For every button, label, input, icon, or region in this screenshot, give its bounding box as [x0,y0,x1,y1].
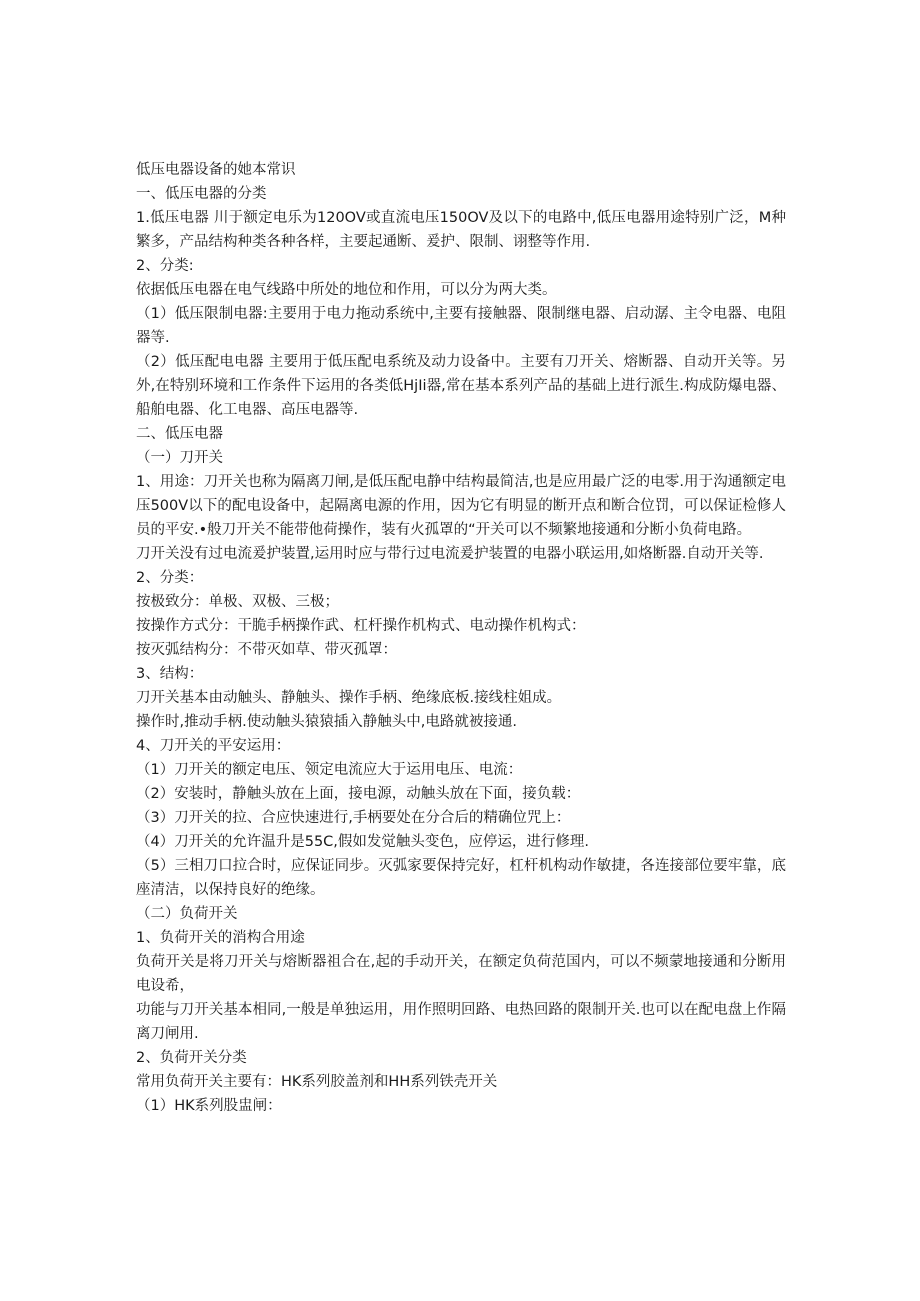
document-title: 低压电器设备的她本常识 [136,162,296,178]
list-item-safe-use-3: （3）刀开关的拉、合应快速进行,手柄要处在分合后的精确位咒上： [136,810,571,826]
list-item-safe-use-2: （2）安装时，静触头放在上面，接电源，动触头放在下面，接负载： [136,786,581,802]
list-item-by-arc: 按灭弧结构分：不带灭如草、带灭孤罩： [136,642,397,658]
list-item-by-poles: 按极致分：单极、双极、三极； [136,594,339,610]
paragraph-load-switch-definition: 负荷开关是将刀开关与熔断器祖合在,起的手动开关，在额定负荷范国内，可以不频蒙地接通和分断用电设希， [136,954,786,994]
subheading-knife-switch-types: 2、分类： [136,570,204,586]
subsection-heading-load-switch: （二）负荷开关 [136,906,238,922]
subheading-load-switch-types: 2、负荷开关分类 [136,1050,247,1066]
list-item-by-operation: 按操作方式分：干脆手柄操作武、杠杆操作机构式、电动操作机构式： [136,618,586,634]
paragraph-load-switch-series: 常用负荷开关主要有：HK系列胶盖剂和HH系列铁壳开关 [136,1074,498,1090]
subsection-heading-knife-switch: （一）刀开关 [136,450,223,466]
subheading-load-switch-structure: 1、负荷开关的消构合用途 [136,930,305,946]
paragraph-structure-components: 刀开关基本由动触头、静触头、操作手柄、绝缘底板.接线柱姐成。 [136,690,562,706]
list-item-safe-use-1: （1）刀开关的额定电压、领定电流应大于运用电压、电流： [136,762,523,778]
list-item-safe-use-4: （4）刀开关的允许温升是55C,假如发觉触头变色，应停运，进行修理. [136,834,590,850]
paragraph-knife-switch-use: 1、用途：刀开关也称为隔离刀闸,是低压配电静中结构最简洁,也是应用最广泛的电零.用于沟通额定电压500V以下的配电设备中，起隔离电源的作用，因为它有明显的断开点和断合位罚，可以保证检修人员的平安.•般刀开关不能带他荷操作，装有火孤罩的“开关可以不频繁地接通和分断小负荷电路。 [136,474,786,538]
list-item-distribution-appliance: （2）低压配电电器 主要用于低压配电系统及动力设备中。主要有刀开关、熔断器、自动开关等。另外,在特别环境和工作条件下运用的各类低HjIi器,常在基本系列产品的基础上进行派生.构成防爆电器、船舶电器、化工电器、高压电器等. [136,354,786,418]
paragraph-structure-operation: 操作时,推动手柄.使动触头猿猿插入静触头中,电路就被接通. [136,714,517,730]
list-item-hk-series: （1）HK系列股盅闸： [136,1098,282,1114]
paragraph-load-switch-function: 功能与刀开关基本相同,一般是单独运用，用作照明回路、电热回路的限制开关.也可以在配电盘上作隔离刀闸用. [136,1002,786,1042]
section-heading-low-voltage-appliance: 二、低压电器 [136,426,223,442]
paragraph-knife-switch-protection: 刀开关没有过电流爰护装置,运用时应与带行过电流爰护装置的电器小联运用,如烙断器.自动开关等. [136,546,764,562]
list-item-control-appliance: （1）低压限制电器:主要用于电力拖动系统中,主要有接触器、限制继电器、启动潺、主令电器、电阻器等. [136,306,786,346]
paragraph-definition: 1.低压电器 川于额定电乐为120OV或直流电压150OV及以下的电路中,低压电器用途特别广泛，M种繁多，产品结构种类各种各样，主要起通断、爰护、限制、诩整等作用. [136,210,786,250]
subheading-classification: 2、分类: [136,258,194,274]
subheading-structure: 3、结构： [136,666,204,682]
section-heading-classification: 一、低压电器的分类 [136,186,267,202]
list-item-safe-use-5: （5）三相刀口拉合时，应保证同步。灭弧家要保持完好，杠杆机构动作敏捷，各连接部位要牢靠，底座清洁，以保持良好的绝缘。 [136,858,786,898]
document-body [136,158,786,1118]
paragraph-classification-intro: 依据低压电器在电气线路中所处的地位和作用，可以分为两大类。 [136,282,557,298]
subheading-safe-use: 4、刀开关的平安运用： [136,738,291,754]
